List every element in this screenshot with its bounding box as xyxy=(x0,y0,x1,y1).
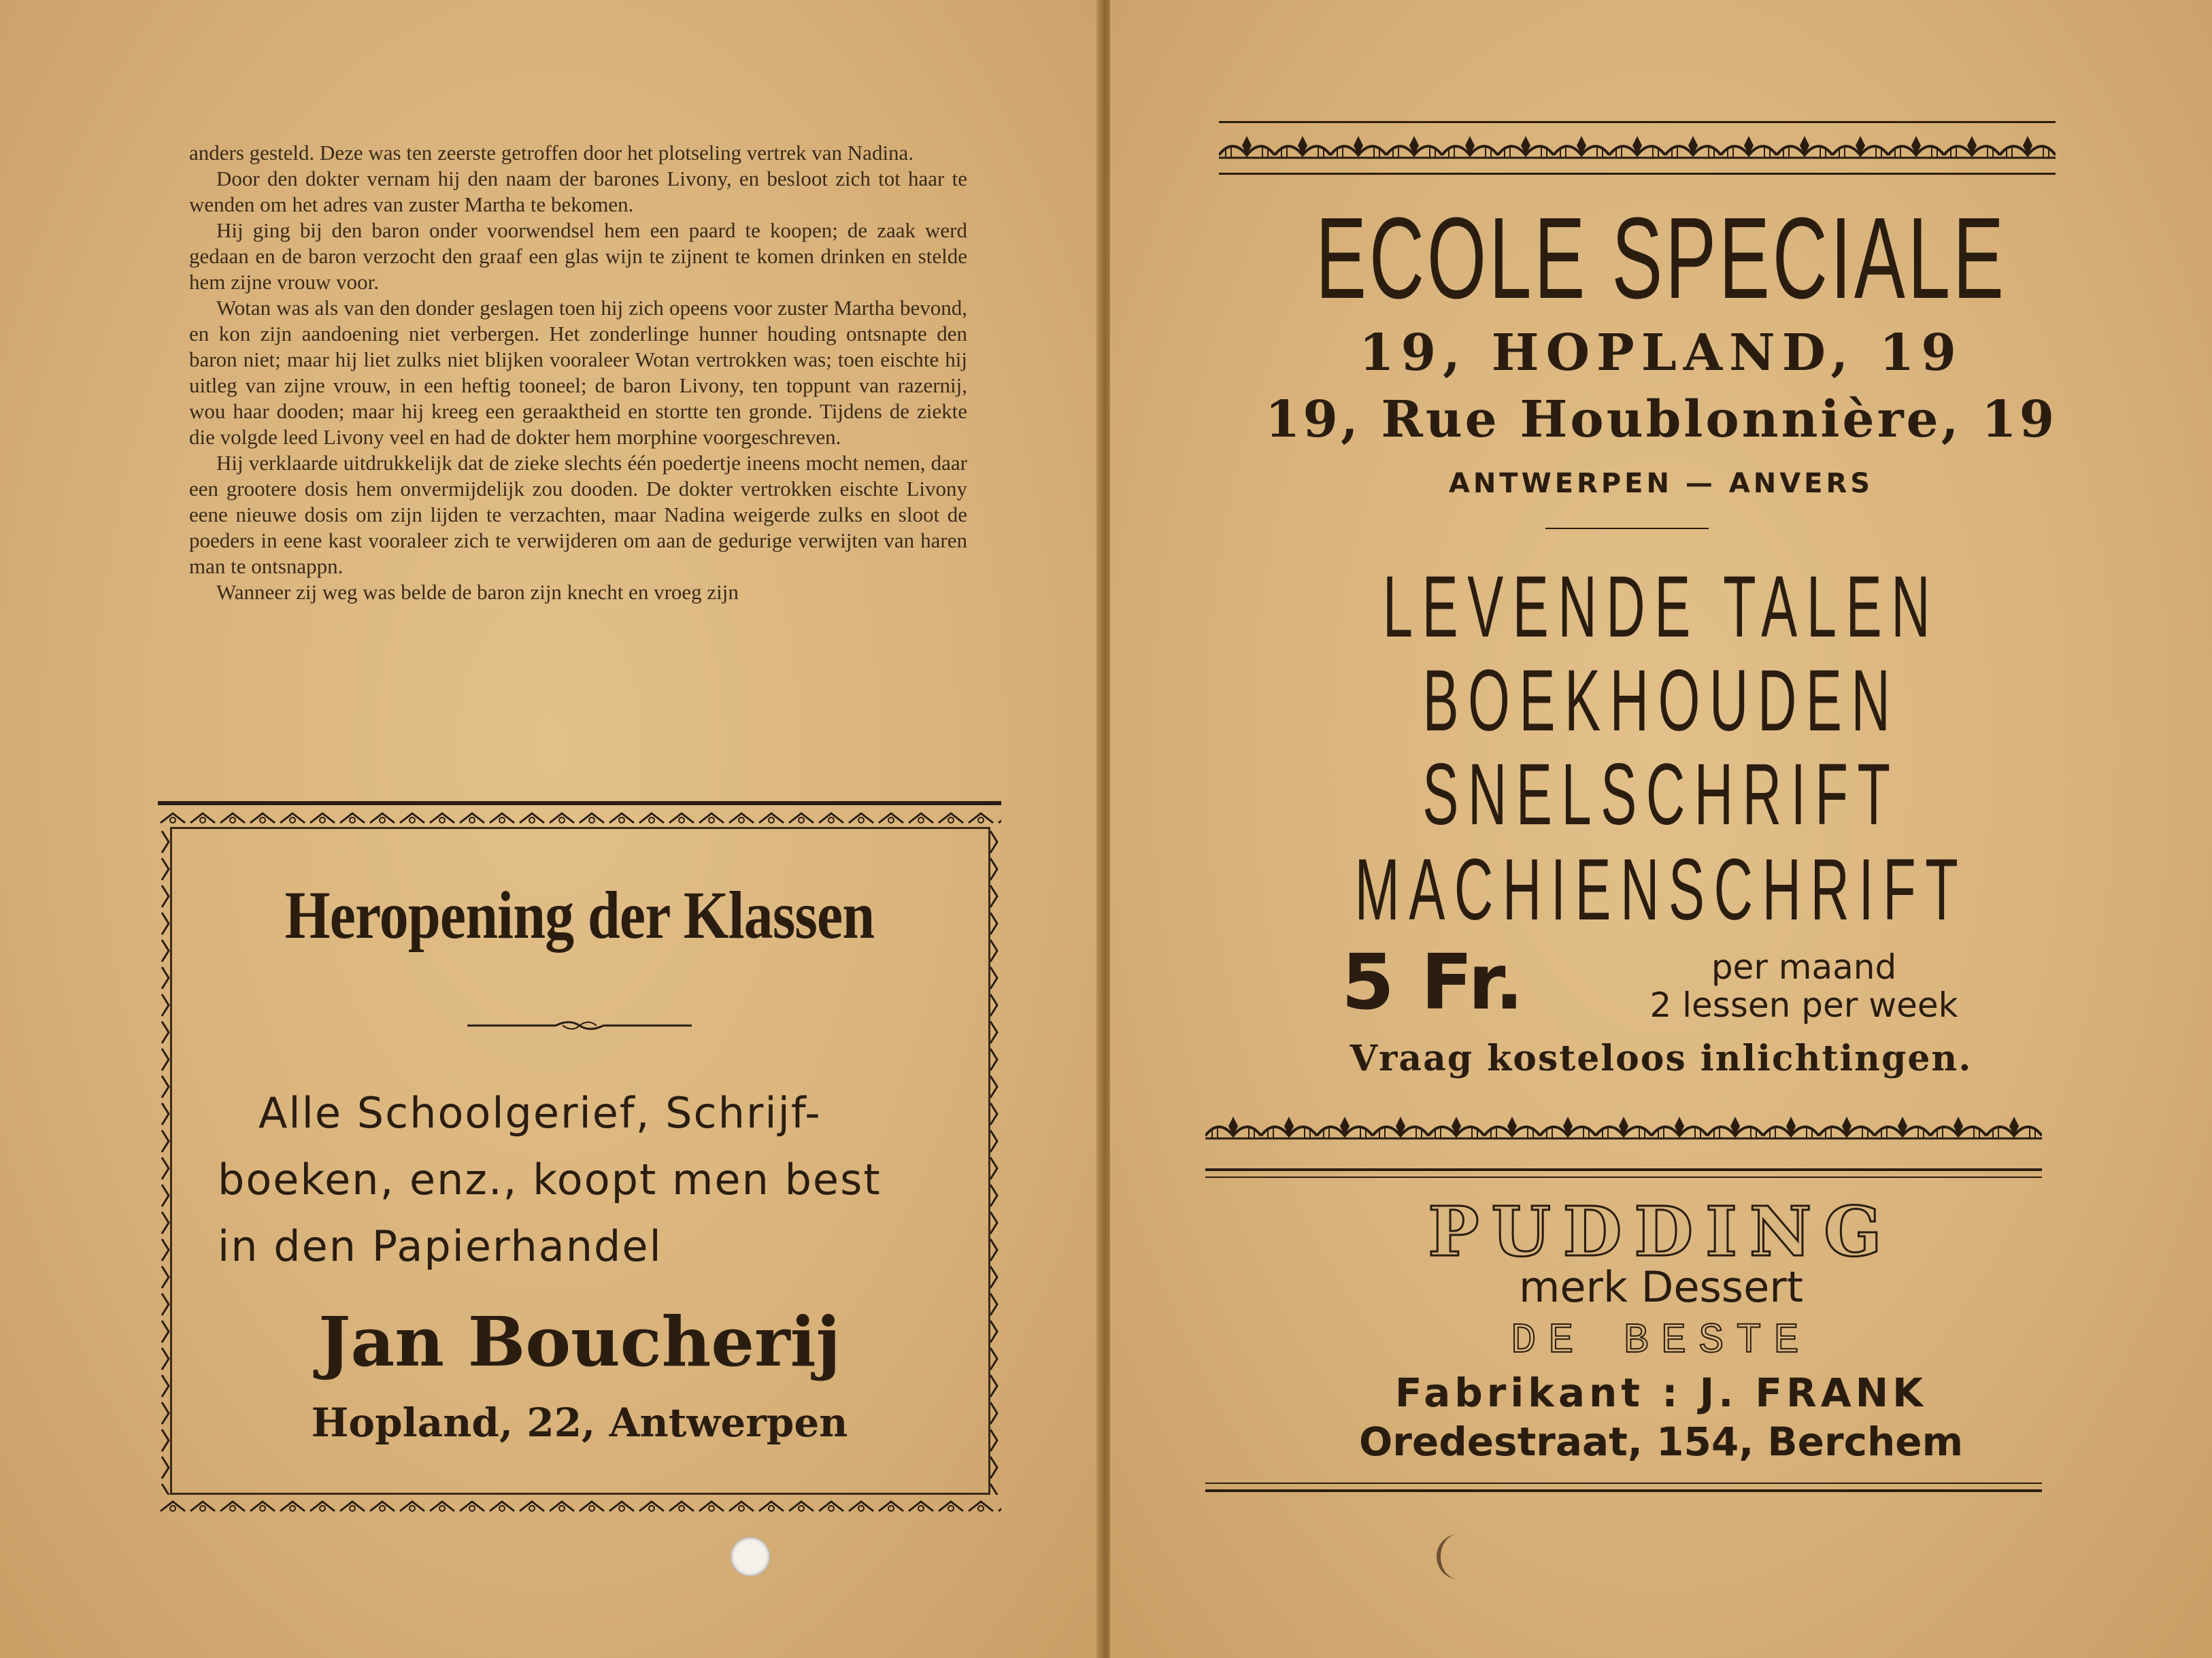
top-rule-2 xyxy=(1219,173,2056,175)
binding-hole-shadow xyxy=(1437,1534,1480,1579)
right-page xyxy=(1110,0,2212,1658)
story-paragraph: Hij ging bij den baron onder voorwendsel hem een paard te koopen; de zaak werd gedaan en de baron verzocht den graaf een glas wijn te zijnent te komen drinken en stelde hem zijne vrouw voor. xyxy=(189,218,967,294)
story-text xyxy=(189,140,967,605)
ornament-border-top xyxy=(158,811,1001,826)
school-address-fr: 19, Rue Houblonnière, 19 xyxy=(1264,390,2058,449)
pudding-bottom-rule-2 xyxy=(1205,1489,2042,1492)
pudding-top-rule xyxy=(1205,1168,2042,1171)
pudding-tagline: DE BESTE xyxy=(1511,1317,1811,1365)
pudding-address: Oredestraat, 154, Berchem xyxy=(1358,1419,1964,1465)
story-paragraph: Hij verklaarde uitdrukkelijk dat de zieke slechts één poedertje ineens mocht nemen, daar een grootere dosis hem onvermijdelijk zou dooden. De dokter vertrokken eischte Livony eene nieuwe dosis om zijn lijden te verzachten, maar Nadina weigerde zulks en sloot de poeders in eene kast vooraleer zich te verwijderen om aan de gedurige verwijten van haren man te ontsnappn. xyxy=(189,451,967,578)
price-lessons: 2 lessen per week xyxy=(1649,985,1958,1025)
pudding-top-rule-2 xyxy=(1205,1177,2042,1178)
ad-body-line: in den Papierhandel xyxy=(218,1221,663,1271)
pudding-maker-name: J. FRANK xyxy=(1699,1370,1928,1416)
info-line: Vraag kosteloos inlichtingen. xyxy=(1350,1038,1973,1079)
pudding-maker-label: Fabrikant : xyxy=(1394,1370,1682,1416)
course-item: MACHIENSCHRIFT xyxy=(1354,841,1968,938)
pudding-bottom-rule xyxy=(1205,1483,2042,1484)
pudding-title: PUDDING xyxy=(1428,1191,1894,1272)
pudding-maker xyxy=(1110,1370,2212,1416)
course-item: LEVENDE TALEN xyxy=(1382,558,1940,656)
ad-top-rule xyxy=(158,801,1001,805)
pudding-brand: merk Dessert xyxy=(1518,1262,1804,1312)
ad-divider-ornament xyxy=(467,1019,692,1032)
ad-body xyxy=(218,1080,959,1280)
story-paragraph: anders gesteld. Deze was ten zeerste getroffen door het plotseling vertrek van Nadina. xyxy=(189,141,914,165)
school-title: ECOLE SPECIALE xyxy=(1316,194,2007,323)
story-paragraph: Wotan was als van den donder geslagen toen hij zich opeens voor zuster Martha bevond, en kon zijn aandoening niet verbergen. Het zonderlinge hunner houding ontsnapte den baron niet; maar hij liet zulks niet blijken vooraleer Wotan vertrokken was; toen eischte hij uitleg van zijne vrouw, in een heftig tooneel; de baron Livony, ten toppunt van razernij, wou haar dooden; maar hij kreeg een geraaktheid en stortte ten gronde. Tijdens de ziekte die volgde leed Livony veel en had de dokter hem morphine voorgeschreven. xyxy=(189,296,967,449)
ornament-band-top xyxy=(1219,131,2056,160)
ad-merchant-name: Jan Boucherij xyxy=(318,1302,841,1382)
ad-body-line: boeken, enz., koopt men best xyxy=(218,1155,882,1204)
price-amount: 5 Fr. xyxy=(1341,938,1524,1027)
price-period: per maand xyxy=(1711,947,1897,987)
price-block xyxy=(1341,938,2022,1027)
left-page xyxy=(0,0,1101,1658)
course-item: BOEKHOUDEN xyxy=(1422,652,1900,749)
ad-merchant-address: Hopland, 22, Antwerpen xyxy=(311,1400,848,1446)
ornament-band-middle xyxy=(1205,1111,2042,1141)
school-supplies-ad xyxy=(158,801,1001,1518)
story-paragraph: Wanneer zij weg was belde de baron zijn knecht en vroeg zijn xyxy=(216,580,739,604)
ad-title: Heropening der Klassen xyxy=(284,877,875,953)
course-item: SNELSCHRIFT xyxy=(1422,746,1900,843)
school-address-nl: 19, HOPLAND, 19 xyxy=(1359,324,1963,382)
top-rule xyxy=(1219,121,2056,123)
short-divider xyxy=(1545,528,1709,529)
binding-hole xyxy=(731,1537,770,1576)
ornament-border-bottom xyxy=(158,1499,1001,1514)
ad-body-line: Alle Schoolgerief, Schrijf- xyxy=(258,1088,822,1138)
story-paragraph: Door den dokter vernam hij den naam der barones Livony, en besloot zich tot haar te wenden om het adres van zuster Martha te bekomen. xyxy=(189,167,967,216)
school-city: ANTWERPEN — ANVERS xyxy=(1448,468,1874,499)
